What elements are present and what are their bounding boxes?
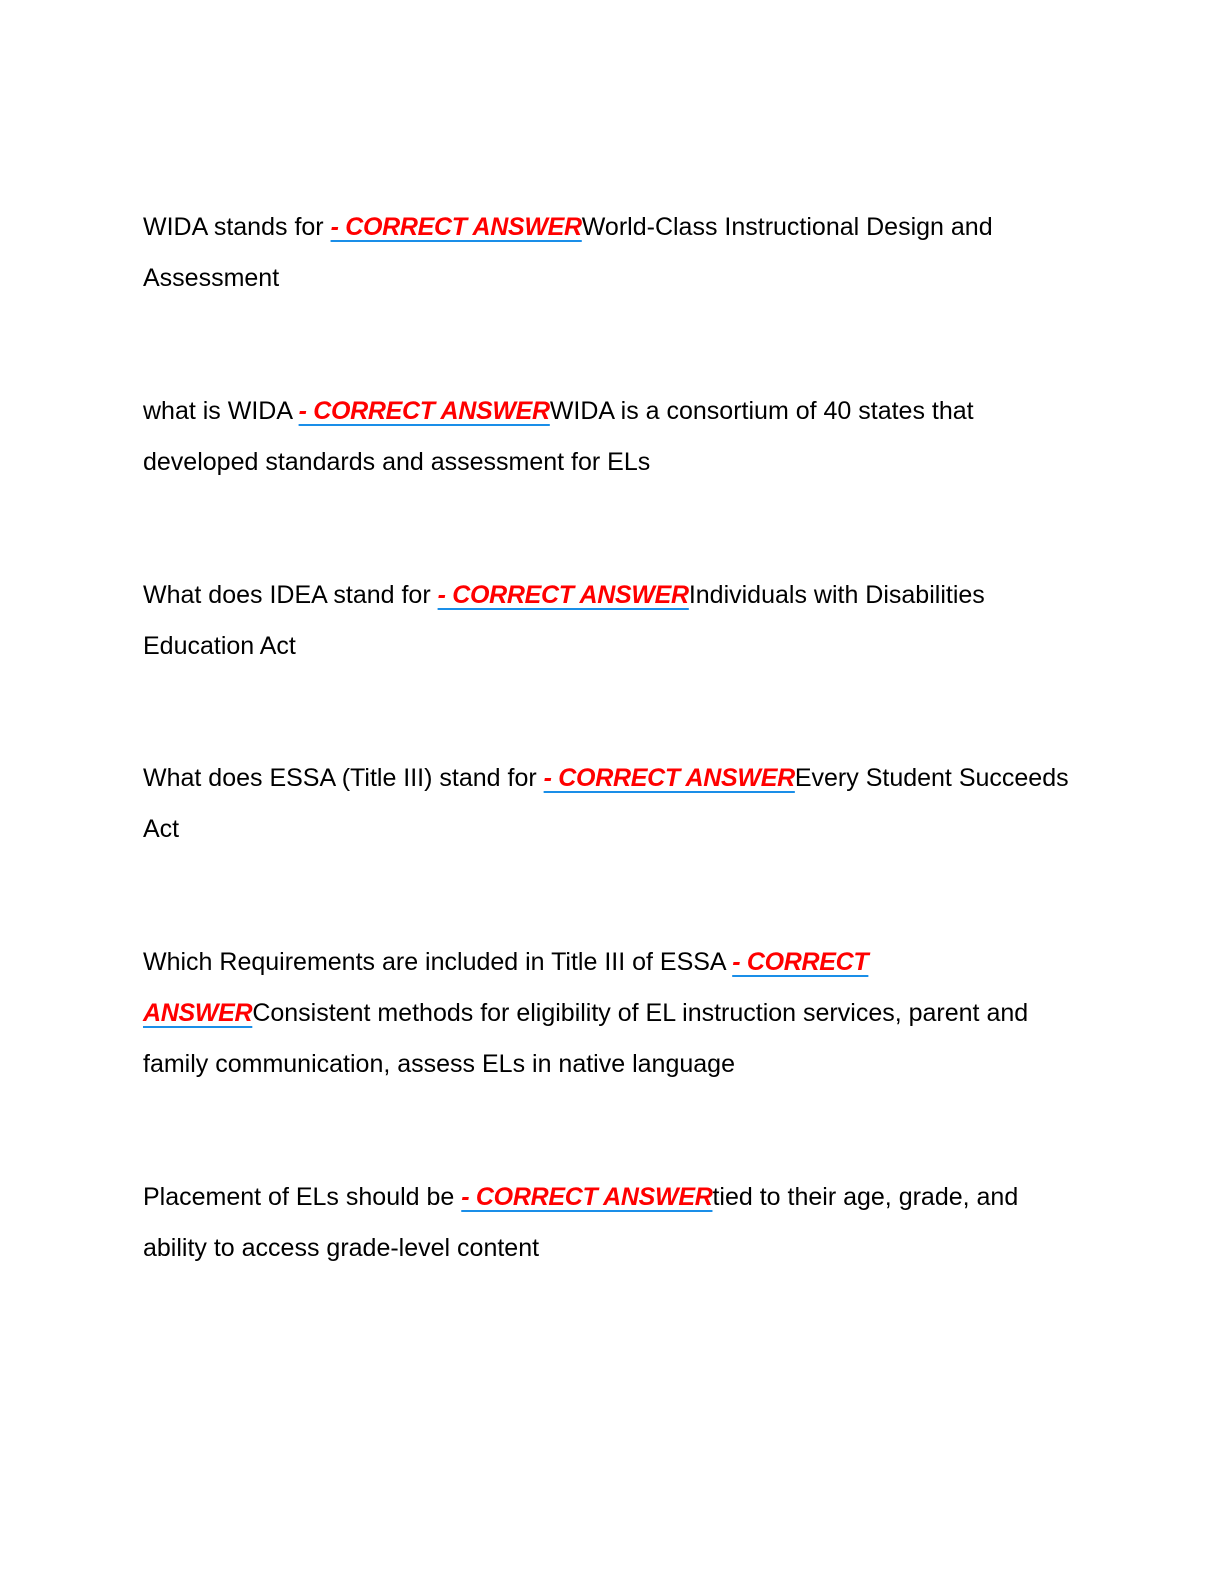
answer-text: World-Class Instructional Design and Assessment (143, 213, 993, 292)
answer-text: Every Student Succeeds Act (143, 764, 1069, 843)
question-text: what is WIDA (143, 397, 299, 425)
qa-item (143, 202, 1073, 304)
correct-answer-marker: - CORRECT ANSWER (143, 948, 869, 1027)
correct-answer-marker: - CORRECT ANSWER (298, 397, 550, 425)
qa-item (143, 937, 1073, 1090)
answer-text: WIDA is a consortium of 40 states that developed standards and assessment for ELs (143, 397, 974, 476)
correct-answer-marker: - CORRECT ANSWER (543, 764, 795, 792)
answer-text: tied to their age, grade, and ability to access grade-level content (143, 1183, 1019, 1262)
question-text: Placement of ELs should be (143, 1183, 462, 1211)
qa-item (143, 1172, 1073, 1274)
answer-text: Consistent methods for eligibility of EL instruction services, parent and family communication, assess ELs in native language (143, 999, 1029, 1078)
question-text: Which Requirements are included in Title III of ESSA (143, 948, 733, 976)
question-text: What does ESSA (Title III) stand for (143, 764, 544, 792)
qa-item (143, 570, 1073, 672)
qa-item (143, 753, 1073, 855)
answer-text: Individuals with Disabilities Education Act (143, 581, 985, 660)
qa-item (143, 386, 1073, 488)
question-text: What does IDEA stand for (143, 581, 438, 609)
correct-answer-marker: - CORRECT ANSWER (461, 1183, 713, 1211)
correct-answer-marker: - CORRECT ANSWER (330, 213, 582, 241)
correct-answer-marker: - CORRECT ANSWER (437, 581, 689, 609)
question-text: WIDA stands for (143, 213, 331, 241)
